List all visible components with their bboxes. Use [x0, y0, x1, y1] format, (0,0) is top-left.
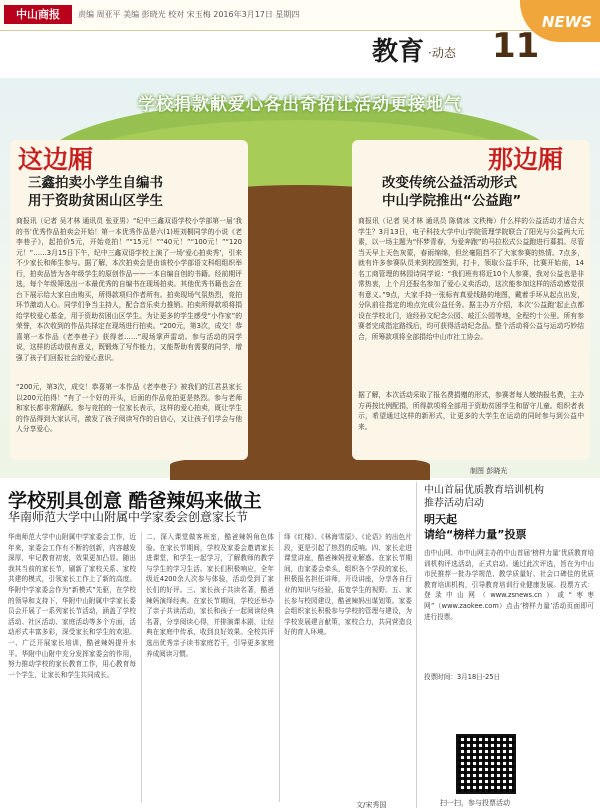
- article-column-2: 二、深入课堂做客班室，酷爸辣妈角色体验。在家长节期间，学校及家委会邀请家长进课堂，和学生一起学习，了解教师的教学与学生的学习生活。家长们积极响应，全年级近4200余人次参与体验，活动受到了家长们的好评。三、家长孩子共读名著，酷爸辣妈演绎经典。在家长节期间，学校还举办了亲子共读活动，家长和孩子一起阅读经典名著，分享阅读心得，并排演课本剧，让经典在家庭中传承，收到良好效果。全校共评选出优秀亲子读书家庭若干，引导更多家庭养成阅读习惯。: [146, 533, 274, 658]
- right-story-tag: 那边厢: [488, 145, 564, 174]
- tree-trunk: [232, 190, 372, 480]
- sidebar-title-1: 中山首届优质教育培训机构: [424, 485, 544, 496]
- article-title: 学校别具创意 酷爸辣妈来做主: [8, 490, 262, 512]
- left-story-title-2: 用于资助贫困山区学生: [28, 193, 163, 209]
- article-subtitle: 华南师范大学中山附属中学家委会创意家长节: [8, 510, 249, 524]
- sidebar-headline-1: 明天起: [424, 513, 457, 526]
- sidebar-headline-2: 请给“榜样力量”投票: [424, 528, 527, 541]
- section-title: 教育: [372, 37, 425, 67]
- issue-meta: 责编 周亚平 美编 彭晓光 校对 宋玉梅 2016年3月17日 星期四: [78, 10, 300, 19]
- article-column-3: 绎《红楼》、《林海雪原》、《论语》的出色片段，更是引起了热烈的反响。四、家长走进课堂讲座，酷爸辣妈授业解惑。在家长节期间，由家委会牵头，组织各个学段的家长，积极报名担任讲师，开设讲座，分享各自行业的知识与经验，拓宽学生的视野。五、家长参与校园建设，酷爸辣妈出谋划策。家委会组织家长积极参与学校的管理与建设，为学校发展建言献策，家校合力，共同营造良好的育人环境。: [284, 533, 412, 637]
- column-divider: [416, 482, 417, 808]
- column-divider: [141, 532, 142, 802]
- page-number: 11: [492, 26, 540, 66]
- right-story-title-1: 改变传统公益活动形式: [382, 175, 517, 191]
- left-story-body-2: “200元，第3次，成交！恭喜第一本作品《老李巷子》被我们的江君县家长以200元拍得！”有了一个好的开头，后面的作品竞拍更是热烈。参与老师和家长都非常踊跃。参与竞拍的一位家长表示，这样的爱心拍卖，既让学生的作品得到大家认可，激发了孩子阅读写作的自信心，又让孩子们学会与他人分享爱心。: [16, 383, 242, 433]
- photo-credit: 制图 彭晓光: [470, 467, 508, 475]
- sidebar-vote-time: 投票时间：3月18日-25日: [424, 673, 501, 681]
- news-badge: NEWS: [520, 0, 600, 42]
- right-story-title-2: 中山学院推出“公益跑”: [382, 193, 522, 209]
- article-byline: 文/宋秀国: [356, 801, 387, 809]
- newspaper-logo: 中山商报: [4, 5, 72, 24]
- section-subtitle: ·动态: [428, 46, 456, 60]
- left-story-tag: 这边厢: [18, 145, 94, 174]
- banner-headline: 学校捐款献爱心各出奇招让活动更接地气: [138, 95, 462, 115]
- sidebar-title-2: 推荐活动启动: [424, 498, 484, 509]
- left-story-title-1: 三鑫拍卖小学生自编书: [28, 175, 163, 191]
- right-story-body-2: 据了解，本次活动采取了报名费捐赠的形式，参赛者每人缴纳报名费，主办方再按比例配捐，所得款项将全部用于资助贫困学生和留守儿童。组织者表示，希望通过这样的新形式，让更多的大学生在运动的同时参与到公益中来。: [358, 391, 584, 431]
- column-divider: [279, 532, 280, 802]
- left-story-body: 商报讯（记者 吴才林 通讯员 张亚男）“纪中三鑫双语学校小学部第一届‘我的书’优秀作品拍卖会开始！第一本优秀作品是六(1)班刘桐同学的小说《老李巷子》，起拍价5元，开始竞拍！”“15元！”“40元！”“100元！”“120元！”……3月15日下午，纪中三鑫双语学校上演了一场‘爱心拍卖秀’，引来不少家长和师生参与。据了解，本次拍卖会是由该校小学部语文科组组织举行，拍卖品皆为各年级学生的原创作品——一本自编自创的书籍。经前期评选，每个年级筛选出一本最优秀的自编书在现场拍卖。其他优秀书籍也会在台下展示给大家自由购买，所得款项归作者所有。拍卖现场气氛热烈，竞拍环节激动人心。同学们争当主持人，配合音乐卖力推销。拍卖所得款项将捐给学校爱心基金，用于资助贫困山区学生。为让更多的学生感受“小作家”的荣誉，本次收到的作品共择定在现场进行拍卖。“200元，第3次，成交！恭喜第一本作品《老李巷子》获得者……”现场掌声雷动。参与活动的同学说，这样的活动很有意义，既锻炼了写作能力，又能帮助有需要的同学，增强了孩子们回报社会的爱心意识。: [16, 217, 242, 362]
- right-story-body: 商报讯（记者 吴才林 通讯员 陈倩冰 文秩梅）什么样的公益活动才适合大学生？3月13日，电子科技大学中山学院管理学院联合了阳光与公益两大元素，以一场主题为“怀梦青春，为爱奔跑”的马拉松式公益跑进行募捐。尽管当天早上天色灰蒙，春雨绵绵，但丝毫阻挡不了大家参赛的热情。7点多，就有许多参赛队员来到校园签到，打卡，领取公益手环，比赛开始前，14名工商管理的林园诗同学说：“我们班有将近10个人参赛，我对公益也是非常热衷，上个月还报名参加了爱心义卖活动，这次能参加这样的活动感觉很有意义。”9点，大家手持一张标有真爱线路的地图，戴着手环从起点出发，分队前往指定的地点完成公益任务。据主办方介绍，本次‘公益跑’起止点都设在学校北门，途经孙文纪念公园、岐江公园等地，全程约十公里。所有参赛者完成指定路线后，均可获得活动纪念品。整个活动将公益与运动巧妙结合，所筹款项将全部捐给中山市社工协会。: [358, 217, 584, 341]
- sidebar-body: 由中山网、市中山网主办的中山首届‘榜样力量’优质教育培训机构评选活动，正式启动。通过此次评选，旨在为中山市民推荐一批办学规范、教学质量好、社会口碑佳的优质教育培训机构，引导教育培训行业健康发展。投票方式：登录中山网（www.zsnews.cn）或“枣枣网”（www.zaokee.com）点击‘榜样力量’活动页面即可进行投票。: [424, 549, 594, 621]
- article-column-1: 华南师范大学中山附属中学家委会工作，近年来，家委会工作有不断的创新，内容越发深厚，牢记教育初衷，效果更加凸显。随出我其当前的家长节，刷新了家校关系、家校共建的模式，引领家长工作上了新的高度。华附中学家委会作为“新模式”先驱，在学校的领导和支持下，华附中山附属中学家长委员会开展了一系列家长节活动，涵盖了学校活动、社区活动、家庭活动等多个方面，活动形式丰富多彩，深受家长和学生的欢迎。一、广泛开展家长培训，酷爸辣妈提升水平。华附中山附中充分发挥家委会的作用，努力推动学校的家长教育工作，用心教育每一个学生，让家长和学生共同成长。: [8, 533, 136, 679]
- qr-code-icon[interactable]: [456, 734, 516, 794]
- qr-caption: 扫一扫，参与投票活动: [440, 799, 510, 807]
